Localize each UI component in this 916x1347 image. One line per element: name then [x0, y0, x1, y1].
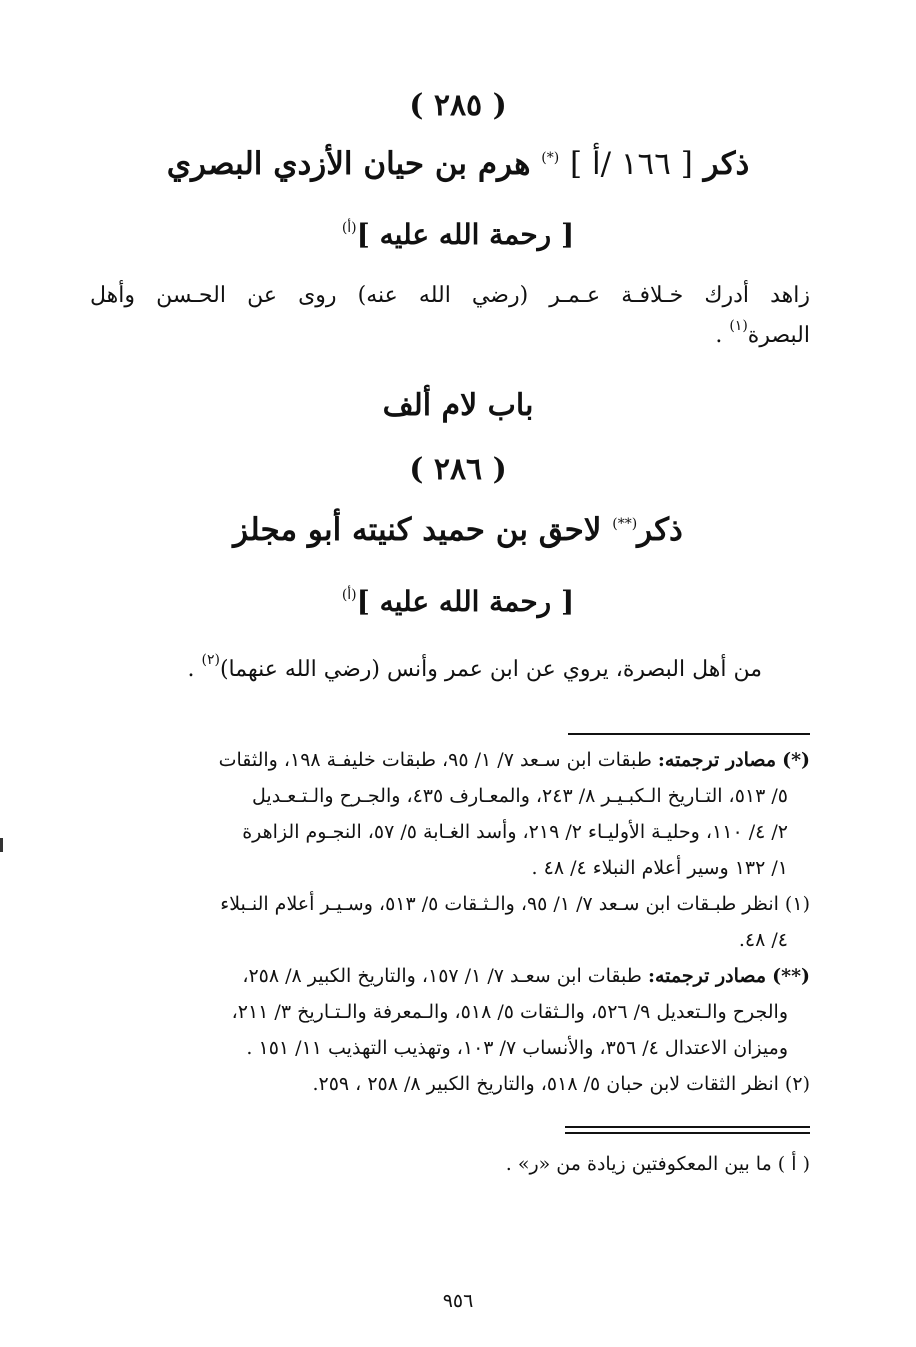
footnote-marker: (**) [612, 516, 638, 532]
scan-edge-mark [0, 838, 3, 852]
footnotes [90, 742, 810, 1102]
footnote-marker: (*) [541, 150, 560, 166]
footnote-line: (١) انظر طبـقات ابن سـعد ٧/ ١/ ٩٥، والـثـقات ٥/ ٥١٣، وسـيـر أعلام النـبلاء [220, 893, 810, 915]
footnote-line: ٤/ ٤٨. [738, 929, 788, 951]
page-number: ٩٥٦ [442, 1290, 474, 1312]
variant-marker: (أ) [341, 587, 357, 603]
footnote-line: (**) مصادر ترجمته: طبقات ابن سعـد ٧/ ١/ ١٥٧، والتاريخ الكبير ٨/ ٢٥٨، [242, 965, 810, 987]
footnote-line: والجرح والـتعديل ٩/ ٥٢٦، والـثقات ٥/ ٥١٨، والـمعرفة والـتـاريخ ٣/ ٢١١، [231, 1001, 788, 1023]
body-line: البصرة$^{(١)}$ . [715, 318, 810, 348]
blessing-line-1: [ رحمة الله عليه ]$^{(أ)}$ [341, 218, 575, 251]
title-prefix: ذكر [703, 146, 750, 182]
footnote-line: ٥/ ٥١٣، التـاريخ الـكبـيـر ٨/ ٢٤٣، والمعـارف ٤٣٥، والجـرح والـتـعـديل [252, 785, 788, 807]
body-line: زاهد أدرك خـلافـة عـمـر (رضي الله عنه) روى عن الحـسن وأهل [90, 283, 810, 308]
manuscript-folio-ref: [ ١٦٦ /أ ] [570, 146, 693, 182]
person-name: هرم بن حيان الأزدي البصري [166, 146, 531, 182]
entry-body-285 [90, 276, 810, 356]
chapter-heading: باب لام ألف [382, 388, 534, 423]
footnote-marker: (٢) [201, 652, 220, 668]
entry-number-286: ( ٢٨٦ ) [409, 452, 507, 487]
footnote-line: وميزان الاعتدال ٤/ ٣٥٦، والأنساب ٧/ ١٠٣، وتهذيب التهذيب ١١/ ١٥١ . [246, 1037, 788, 1059]
entry-body-286: من أهل البصرة، يروي عن ابن عمر وأنس (رضي الله عنهما)$^{(٢)}$ . [187, 652, 762, 682]
variant-separator-top [565, 1126, 810, 1128]
footnote-sources-1 [90, 742, 810, 886]
footnote-line: ١/ ١٣٢ وسير أعلام النبلاء ٤/ ٤٨ . [531, 857, 788, 879]
entry-title-lahiq [0, 512, 916, 548]
entry-number-285: ( ٢٨٥ ) [409, 88, 507, 123]
footnote-2: (٢) انظر الثقات لابن حبان ٥/ ٥١٨، والتاريخ الكبير ٨/ ٢٥٨ ، ٢٥٩. [312, 1073, 810, 1095]
footnote-sources-2 [90, 958, 810, 1066]
person-name: لاحق بن حميد كنيته أبو مجلز [233, 512, 602, 548]
footnote-1 [90, 886, 810, 958]
footnote-line: ٢/ ٤/ ١١٠، وحليـة الأوليـاء ٢/ ٢١٩، وأسد الغـابة ٥/ ٥٧، النجـوم الزاهرة [242, 821, 788, 843]
variant-separator-bottom [565, 1132, 810, 1134]
blessing-line-2: [ رحمة الله عليه ]$^{(أ)}$ [341, 585, 575, 618]
footnote-line: (*) مصادر ترجمته: طبقات ابن سـعد ٧/ ١/ ٩٥، طبقات خليفـة ١٩٨، والثقات [218, 749, 810, 771]
variant-marker: (أ) [341, 220, 357, 236]
entry-title-harim [0, 146, 916, 182]
title-prefix: ذكر [637, 512, 683, 548]
footnote-marker: (١) [729, 318, 748, 334]
footnote-separator [568, 733, 810, 735]
variant-note: ( أ ) ما بين المعكوفتين زيادة من «ر» . [505, 1153, 810, 1175]
